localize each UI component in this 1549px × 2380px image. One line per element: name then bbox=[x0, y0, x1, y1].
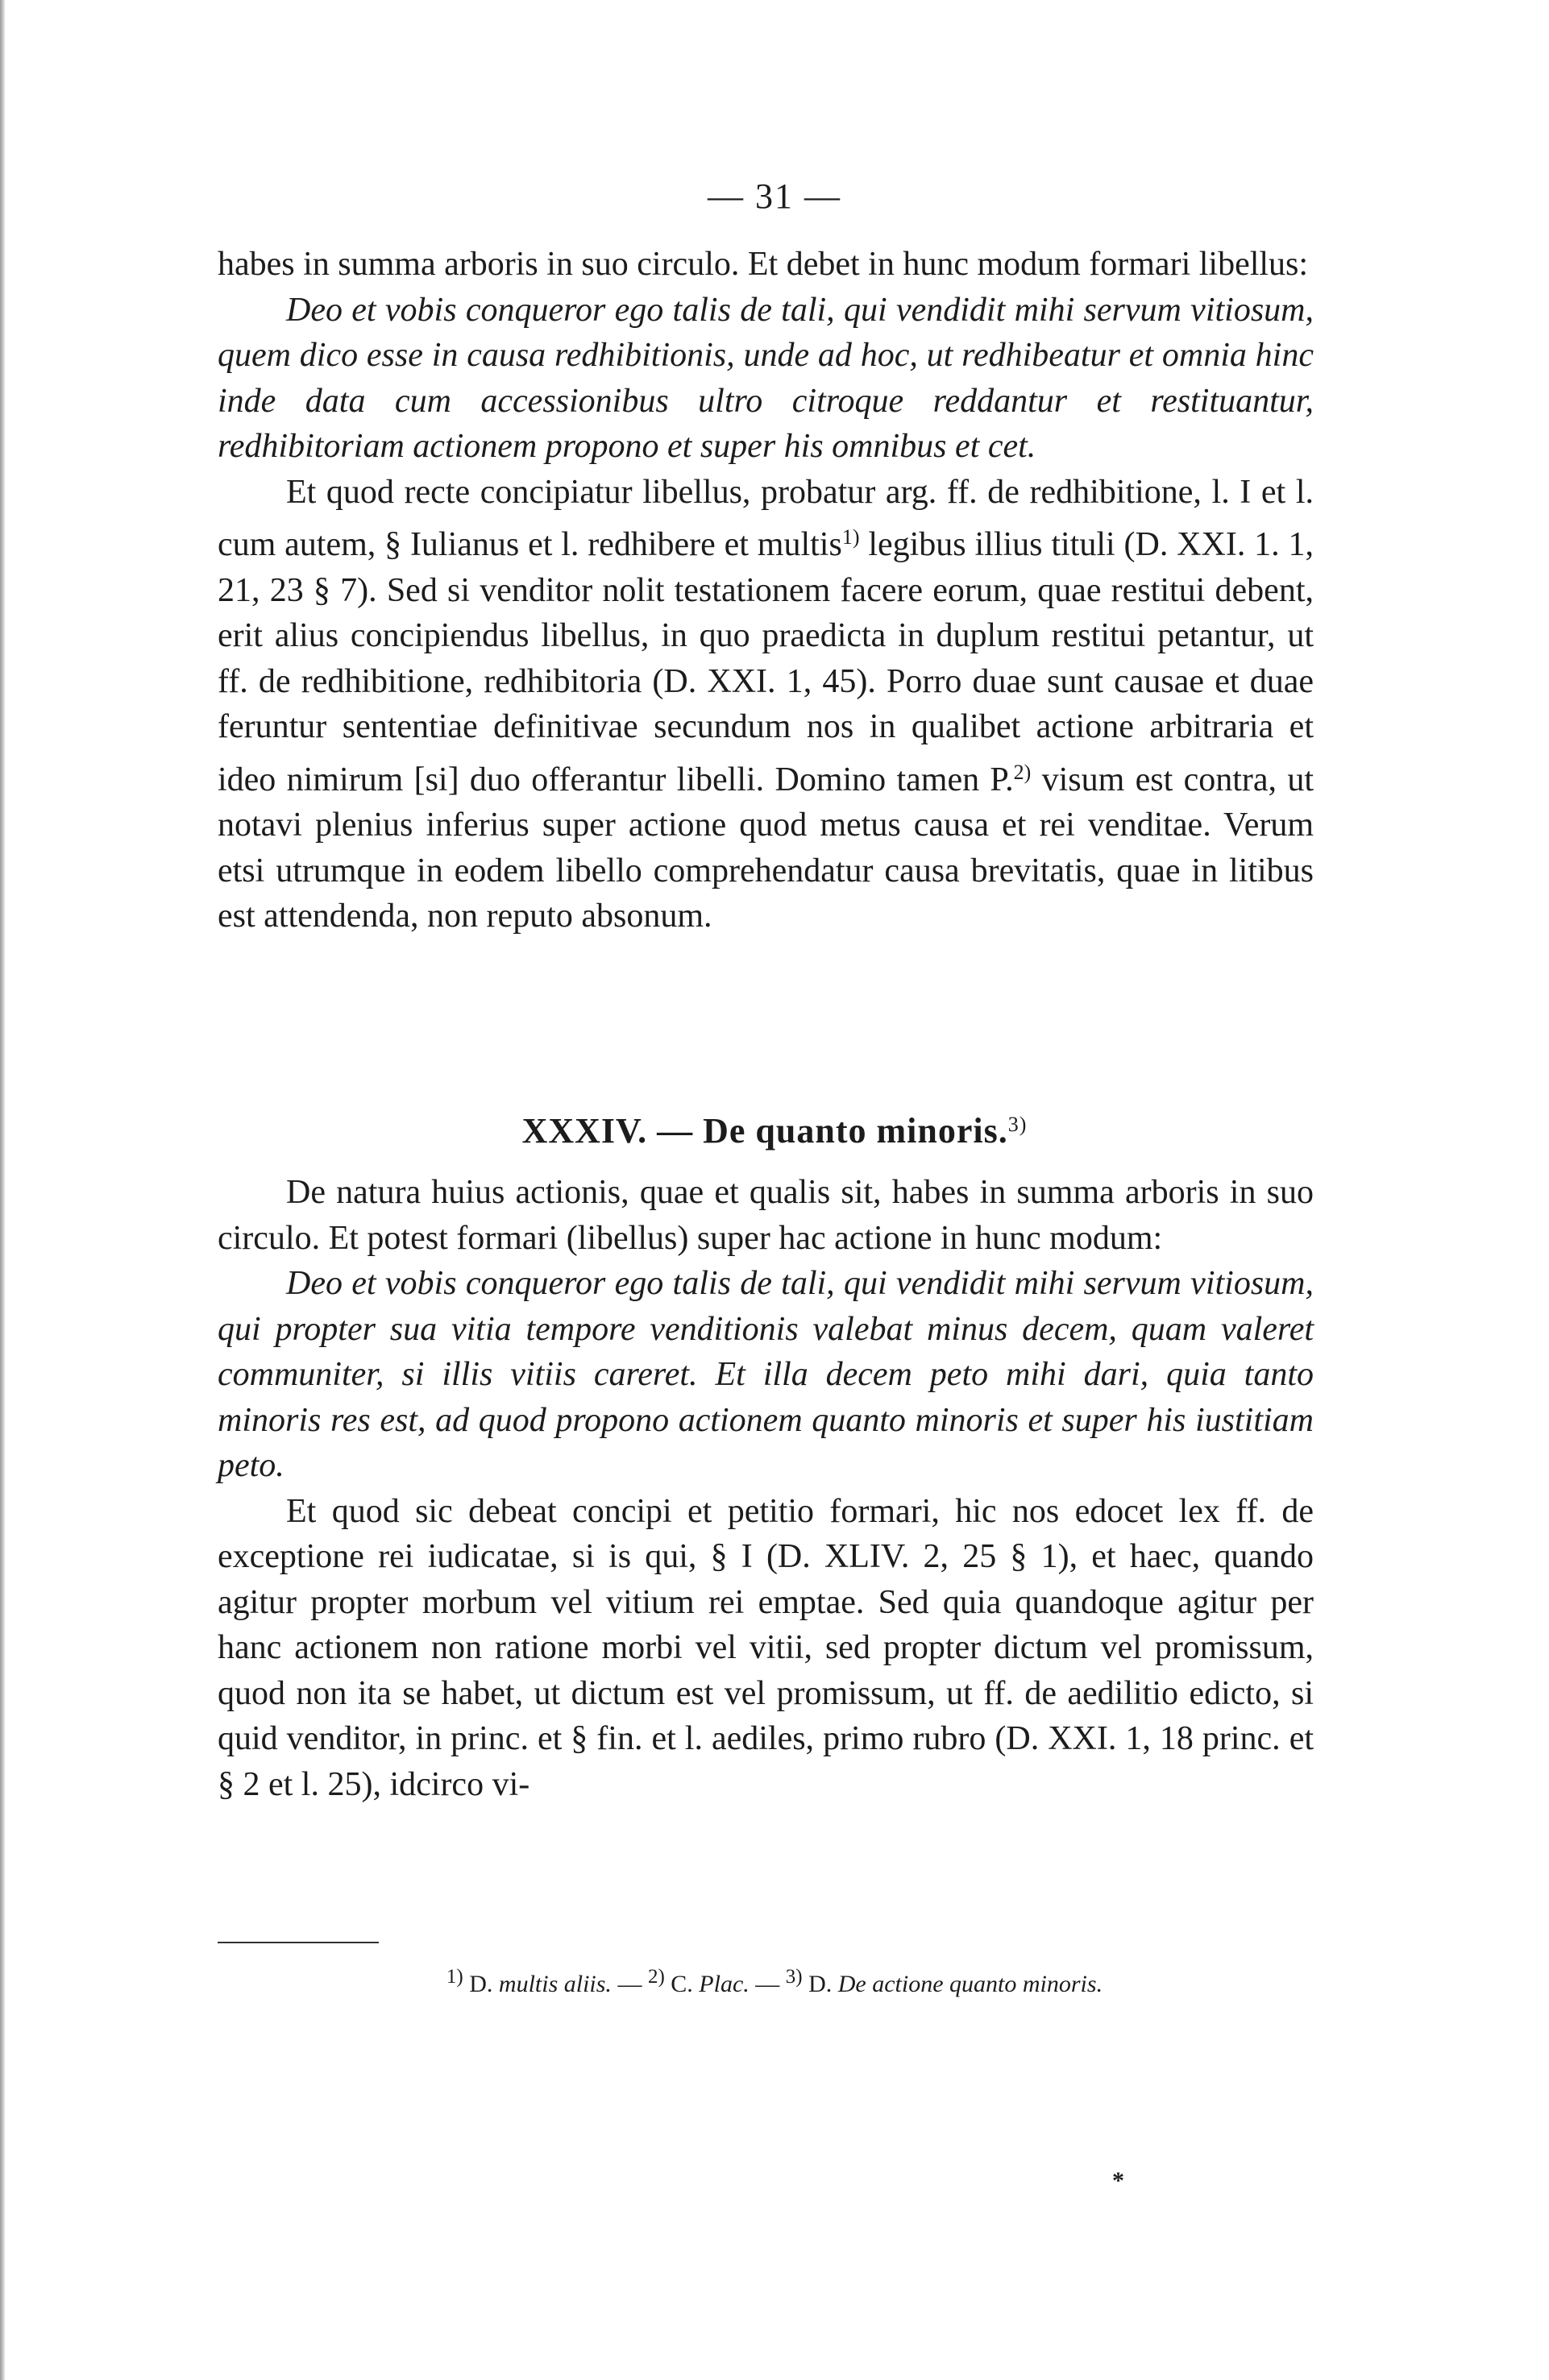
footnote-ref-3: 3) bbox=[1007, 1113, 1028, 1136]
footnote-text-1b: multis aliis. bbox=[498, 1971, 612, 1997]
libellus-formula-quanto-minoris: Deo et vobis conqueror ego talis de tali, qui vendidit mihi servum vitiosum, qui propter sua vitia tempore venditionis valebat minus decem, quam valeret communiter, si illis vitiis careret. Et illa decem peto mihi dari, quia tanto minoris res est, ad quod propono actionem quanto minoris et super his iustitiam peto. bbox=[218, 1265, 1314, 1484]
footnote-ref-2: 2) bbox=[1013, 760, 1032, 784]
page-edge-shadow bbox=[0, 0, 5, 2380]
footnote-separator-dash: — bbox=[611, 1971, 648, 1997]
paragraph-intro: habes in summa arboris in suo circulo. Et debet in hunc modum formari libellus: bbox=[218, 246, 1309, 283]
footnote-text-3b: De actione quanto minoris. bbox=[837, 1971, 1103, 1997]
section-text bbox=[218, 1170, 1314, 1807]
footnote-text-1a: D. bbox=[469, 1971, 499, 1997]
footnote-text-3a: D. bbox=[808, 1971, 838, 1997]
footnote-number-1: 1) bbox=[446, 1966, 463, 1988]
footnote-number-2: 2) bbox=[647, 1966, 665, 1988]
paragraph-text: visum est contra, ut notavi plenius inferius super actione quod metus causa et rei venditae. Verum etsi utrumque in eodem libello comprehendatur causa brevitatis, quae in litibus est attendenda, non reputo absonum. bbox=[218, 761, 1314, 935]
page-number: — 31 — bbox=[708, 176, 841, 216]
footnote-text-2b: Plac. bbox=[699, 1971, 750, 1997]
libellus-formula-redhibitoria: Deo et vobis conqueror ego talis de tali, qui vendidit mihi servum vitiosum, quem dico esse in causa redhibitionis, unde ad hoc, ut redhibeatur et omnia hinc inde data cum accessionibus ultro citroque reddantur et restituantur, redhibitoriam actionem propono et super his omnibus et cet. bbox=[218, 291, 1314, 465]
paragraph-text: Et quod recte concipiatur libellus, probatur arg. ff. de redhibitione, l. I et l. cum autem, § Iulianus et l. redhibere et multis bbox=[218, 473, 1314, 563]
footnote-text-2a: C. bbox=[671, 1971, 700, 1997]
footnote-separator-dash: — bbox=[749, 1971, 786, 1997]
footnote-ref-1: 1) bbox=[841, 525, 860, 549]
paragraph-text: legibus illius tituli (D. XXI. 1. 1, 21, 23 § 7). Sed si venditor nolit testationem facere eorum, quae restitui debent, erit alius concipiendus libellus, in quo praedicta in duplum restitui petantur, ut ff. de redhibitione, redhibitoria (D. XXI. 1, 45). Porro duae sunt causae et duae feruntur sententiae definitivae secundum nos in qualibet actione arbitraria et ideo nimirum [si] duo offerantur libelli. Domino tamen P. bbox=[218, 526, 1314, 798]
footnote-separator bbox=[218, 1942, 379, 1943]
paragraph-justification bbox=[218, 470, 1314, 939]
footnotes bbox=[0, 1966, 1549, 1998]
section-heading bbox=[0, 1110, 1549, 1151]
paragraph-justification-2: Et quod sic debeat concipi et petitio formari, hic nos edocet lex ff. de exceptione rei iudicatae, si is qui, § I (D. XLIV. 2, 25 § 1), et haec, quando agitur propter morbum vel vitium rei emptae. Sed quia quandoque agitur per hanc actionem non ratione morbi vel vitii, sed propter dictum vel promissum, quod non ita se habet, ut dictum est vel promissum, ut ff. de aedilitio edicto, si quid venditor, in princ. et § fin. et l. aediles, primo rubro (D. XXI. 1, 18 princ. et § 2 et l. 25), idcirco vi- bbox=[218, 1492, 1314, 1803]
footnote-number-3: 3) bbox=[785, 1966, 803, 1988]
main-text bbox=[218, 242, 1314, 939]
section-heading-text: XXXIV. — De quanto minoris. bbox=[521, 1111, 1008, 1151]
asterisk-mark: * bbox=[1112, 2167, 1124, 2194]
paragraph-intro-2: De natura huius actionis, quae et qualis sit, habes in summa arboris in suo circulo. Et potest formari (libellus) super hac actione in hunc modum: bbox=[218, 1174, 1314, 1257]
